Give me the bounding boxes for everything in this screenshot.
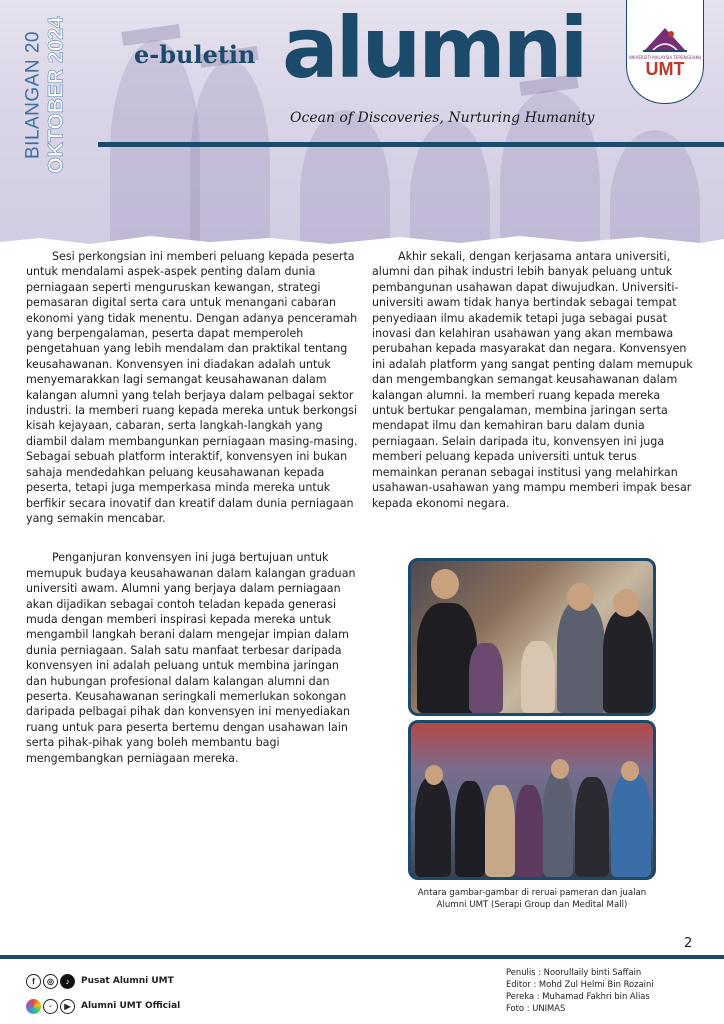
credit-editor: Editor : Mohd Zul Helmi Bin Rozaini xyxy=(506,979,654,989)
social-handle[interactable]: Pusat Alumni UMT xyxy=(81,976,174,986)
sdg-wheel-icon xyxy=(26,999,41,1014)
event-photo-1 xyxy=(408,558,656,716)
social-handle[interactable]: Alumni UMT Official xyxy=(81,1001,181,1011)
right-column xyxy=(372,249,694,511)
photo-caption xyxy=(400,887,664,911)
paragraph: Penganjuran konvensyen ini juga bertujuan untuk memupuk budaya keusahawanan dalam kalangan graduan universiti awam. Alumni yang berjaya dalam perniagaan akan dijadikan sebagai contoh teladan kepada generasi muda dengan memberi inspirasi kepada mereka untuk mengambil langkah berani dalam mengejar impian dalam dunia perniagaan. Salah satu manfaat terbesar daripada konvensyen ini adalah peluang untuk membina jaringan dan hubungan profesional dalam kalangan alumni dan peserta. Keusahawanan seringkali memerlukan sokongan daripada pelbagai pihak dan konvensyen ini menyediakan ruang untuk para peserta bertemu dengan usahawan lain serta pihak-pihak yang boleh membantu bagi mengembangkan perniagaan mereka. xyxy=(26,551,356,765)
issue-date: OKTOBER 2024 xyxy=(45,16,69,174)
credit-designer: Pereka : Muhamad Fakhri bin Alias xyxy=(506,991,650,1001)
page-number: 2 xyxy=(684,936,693,951)
facebook-icon[interactable]: f xyxy=(26,974,41,989)
caption-line: Antara gambar-gambar di reruai pameran dan jualan xyxy=(417,888,647,898)
masthead-title: alumni xyxy=(282,0,586,97)
credit-writer: Penulis : Noorullaily binti Saffain xyxy=(506,967,642,977)
tagline: Ocean of Discoveries, Nurturing Humanity xyxy=(290,110,595,126)
issue-number: BILANGAN 20 xyxy=(23,31,45,160)
header-divider xyxy=(98,142,724,147)
paragraph: Akhir sekali, dengan kerjasama antara universiti, alumni dan pihak industri lebih banyak peluang untuk pembangunan usahawan dapat diwujudkan. Universiti-universiti awam tidak hanya bertindak sebagai tempat penyediaan ilmu akademik tetapi juga sebagai pusat inovasi dan kelahiran usahawan yang akan membawa perubahan kepada masyarakat dan negara. Konvensyen ini adalah platform yang sangat penting dalam memupuk dan mengembangkan semangat keusahawanan dalam kalangan alumni. Ia memberi ruang kepada mereka untuk bertukar pengalaman, membina jaringan serta mendapat ilmu dan kemahiran baru dalam dunia perniagaan. Selain daripada itu, konvensyen ini juga memberi peluang kepada universiti untuk terus memainkan peranan sebagai institusi yang melahirkan usahawan-usahawan yang mampu memberi impak besar kepada ekonomi negara. xyxy=(372,250,693,510)
social-links xyxy=(26,970,180,1020)
youtube-icon[interactable]: ▶ xyxy=(60,999,75,1014)
ebuletin-label: e-buletin xyxy=(134,40,256,69)
credit-photo: Foto : UNIMAS xyxy=(506,1003,566,1013)
logo-umt-text: UMT xyxy=(645,59,685,79)
umt-logo xyxy=(626,0,704,104)
issue-info xyxy=(20,10,72,180)
umt-badge-icon: · xyxy=(43,999,58,1014)
left-column xyxy=(26,249,358,766)
instagram-icon[interactable]: ◎ xyxy=(43,974,58,989)
umt-emblem-icon xyxy=(641,24,689,54)
paragraph: Sesi perkongsian ini memberi peluang kepada peserta untuk mendalami aspek-aspek penting dalam dunia perniagaan seperti menguruskan kewangan, strategi pemasaran digital serta cara untuk menangani cabaran ekonomi yang tidak menentu. Dengan adanya penceramah yang berpengalaman, peserta dapat memperoleh pengetahuan yang lebih mendalam dan praktikal tentang keusahawanan. Konvensyen ini diadakan adalah untuk menyemarakkan lagi semangat keusahawanan dalam kalangan alumni yang telah berjaya dalam pelbagai sektor industri. Ia memberi ruang kepada mereka untuk berkongsi kisah kejayaan, cabaran, serta langkah-langkah yang diambil dalam membangunkan perniagaan masing-masing. Sebagai sebuah platform interaktif, konvensyen ini bukan sahaja mendedahkan peluang keusahawanan kepada peserta, tetapi juga memperkasa minda mereka untuk berfikir secara inovatif dan kreatif dalam dunia perniagaan yang semakin mencabar. xyxy=(26,250,358,525)
logo-subtext: UNIVERSITI MALAYSIA TERENGGANU xyxy=(628,55,702,60)
footer-divider xyxy=(0,955,724,959)
credits xyxy=(506,966,654,1014)
tiktok-icon[interactable]: ♪ xyxy=(60,974,75,989)
event-photo-2 xyxy=(408,720,656,880)
caption-line: Alumni UMT (Serapi Group dan Medital Mall) xyxy=(436,900,628,910)
